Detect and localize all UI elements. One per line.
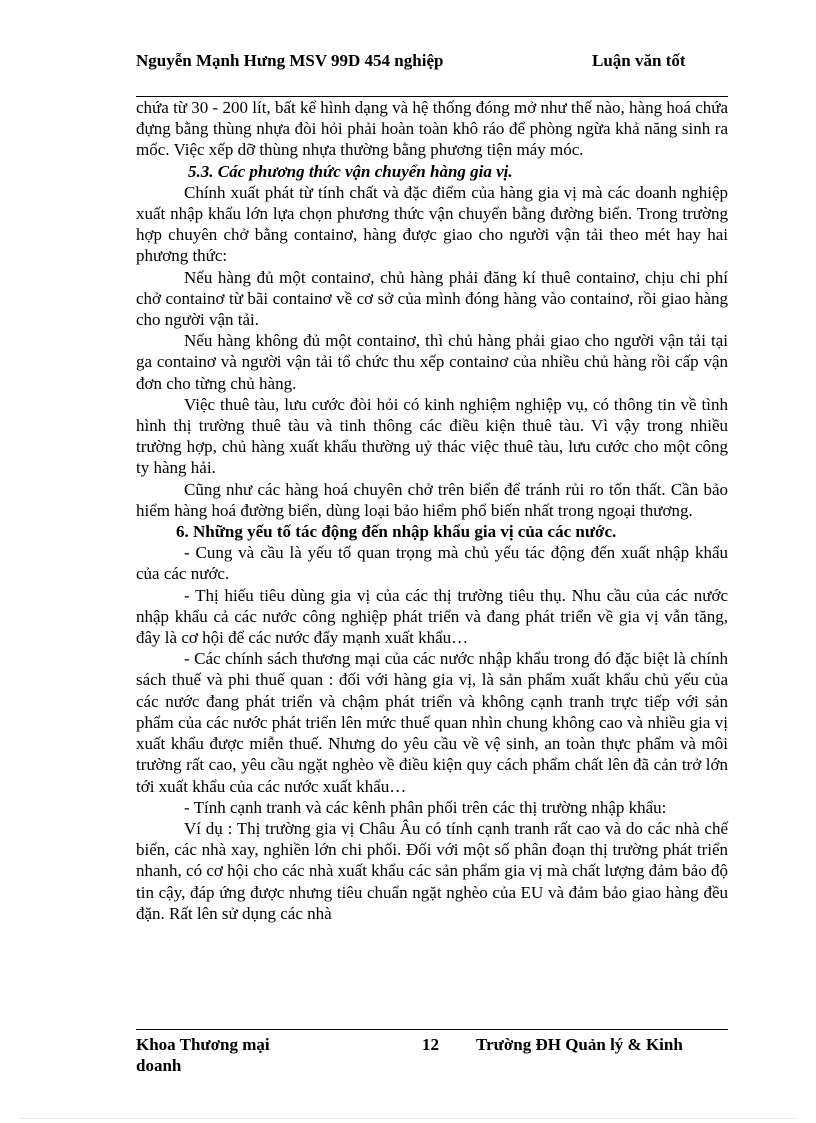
paragraph: Ví dụ : Thị trường gia vị Châu Âu có tính cạnh tranh rất cao và do các nhà chế biến, các nhà xay, nghiền lớn chi phối. Đối với một số phân đoạn thị trường phát triển nhanh, có cơ hội cho các nhà xuất khẩu các sản phẩm gia vị mà chất lượng đảm bảo độ tin cậy, đáp ứng được nhưng tiêu chuẩn ngặt nghèo của EU và đảm bảo giao hàng đều đặn. Rất lên sử dụng các nhà [136, 818, 728, 923]
document-body [136, 97, 728, 924]
page-bottom-divider [20, 1118, 796, 1119]
paragraph: Cũng như các hàng hoá chuyên chở trên biển để tránh rủi ro tổn thất. Cần bảo hiểm hàng hoá đường biển, dùng loại bảo hiểm phổ biến nhất trong ngoại thương. [136, 479, 728, 520]
page-header [136, 50, 728, 71]
paragraph: chứa từ 30 - 200 lít, bất kể hình dạng và hệ thống đóng mở như thế nào, hàng hoá chứa đựng bằng thùng nhựa đòi hỏi phải hoàn toàn khô ráo để phòng ngừa khả năng sinh ra mốc. Việc xếp dỡ thùng nhựa thường bằng phương tiện máy móc. [136, 98, 728, 160]
paragraph: - Tính cạnh tranh và các kênh phân phối trên các thị trường nhập khẩu: [184, 797, 667, 817]
page-footer [136, 1034, 728, 1076]
paragraph: - Thị hiếu tiêu dùng gia vị của các thị trường tiêu thụ. Nhu cầu của các nước nhập khẩu cả các nước công nghiệp phát triển và đang phát triển về gia vị vẫn tăng, đây là cơ hội để các nước đẩy mạnh xuất khẩu… [136, 585, 728, 648]
paragraph: Việc thuê tàu, lưu cước đòi hỏi có kinh nghiệm nghiệp vụ, có thông tin về tình hình thị trường thuê tàu và tinh thông các điều kiện thuê tàu. Vì vậy trong nhiều trường hợp, chủ hàng xuất khẩu thường uỷ thác việc thuê tàu, lưu cước cho một công ty hàng hải. [136, 394, 728, 478]
section-heading-6: 6. Những yếu tố tác động đến nhập khẩu gia vị của các nước. [176, 522, 617, 542]
paragraph: Nếu hàng không đủ một containơ, thì chủ hàng phải giao cho người vận tải tại ga containơ và người vận tải tổ chức thu xếp containơ của nhiều chủ hàng rồi cấp vận đơn cho từng chủ hàng. [136, 331, 728, 393]
section-heading-5-3: 5.3. Các phương thức vận chuyển hàng gia vị. [188, 161, 513, 181]
footer-rule [136, 1029, 728, 1030]
paragraph: Chính xuất phát từ tính chất và đặc điểm của hàng gia vị mà các doanh nghiệp xuất nhập khẩu lớn lựa chọn phương thức vận chuyển bằng đường biển. Trong trường hợp chuyên chở bằng containơ, hàng được giao cho người vận tải theo mét hay hai phương thức: [136, 182, 728, 266]
paragraph: - Các chính sách thương mại của các nước nhập khẩu trong đó đặc biệt là chính sách thuế và phi thuế quan : đối với hàng gia vị, là sản phẩm xuất khẩu chủ yếu của các nước đang phát triển và chậm phát triển và không cạnh tranh trực tiếp với sản phẩm của các nước phát triển lên mức thuế quan nhìn chung không cao và nhiều gia vị xuất khẩu được miễn thuế. Nhưng do yêu cầu về vệ sinh, an toàn thực phẩm và môi trường rất cao, yêu cầu ngặt nghèo về điều kiện quy cách phẩm chất lên đã cản trở lớn tới xuất khẩu của các nước xuất khẩu… [136, 649, 728, 796]
footer-university: Trường ĐH Quản lý & Kinh [476, 1035, 683, 1054]
header-title: Luận văn tốt [592, 51, 686, 70]
page-number: 12 [422, 1035, 439, 1054]
footer-faculty: Khoa Thương mại doanh [136, 1035, 270, 1075]
paragraph: Nếu hàng đủ một containơ, chủ hàng phải đăng kí thuê containơ, chịu chi phí chở containơ từ bãi containơ về cơ sở của mình đóng hàng vào containơ, rồi giao hàng cho người vận tải. [136, 267, 728, 330]
paragraph: - Cung và cầu là yếu tố quan trọng mà chủ yếu tác động đến xuất nhập khẩu của các nước. [136, 543, 728, 584]
header-author: Nguyễn Mạnh Hưng MSV 99D 454 nghiệp [136, 51, 444, 70]
